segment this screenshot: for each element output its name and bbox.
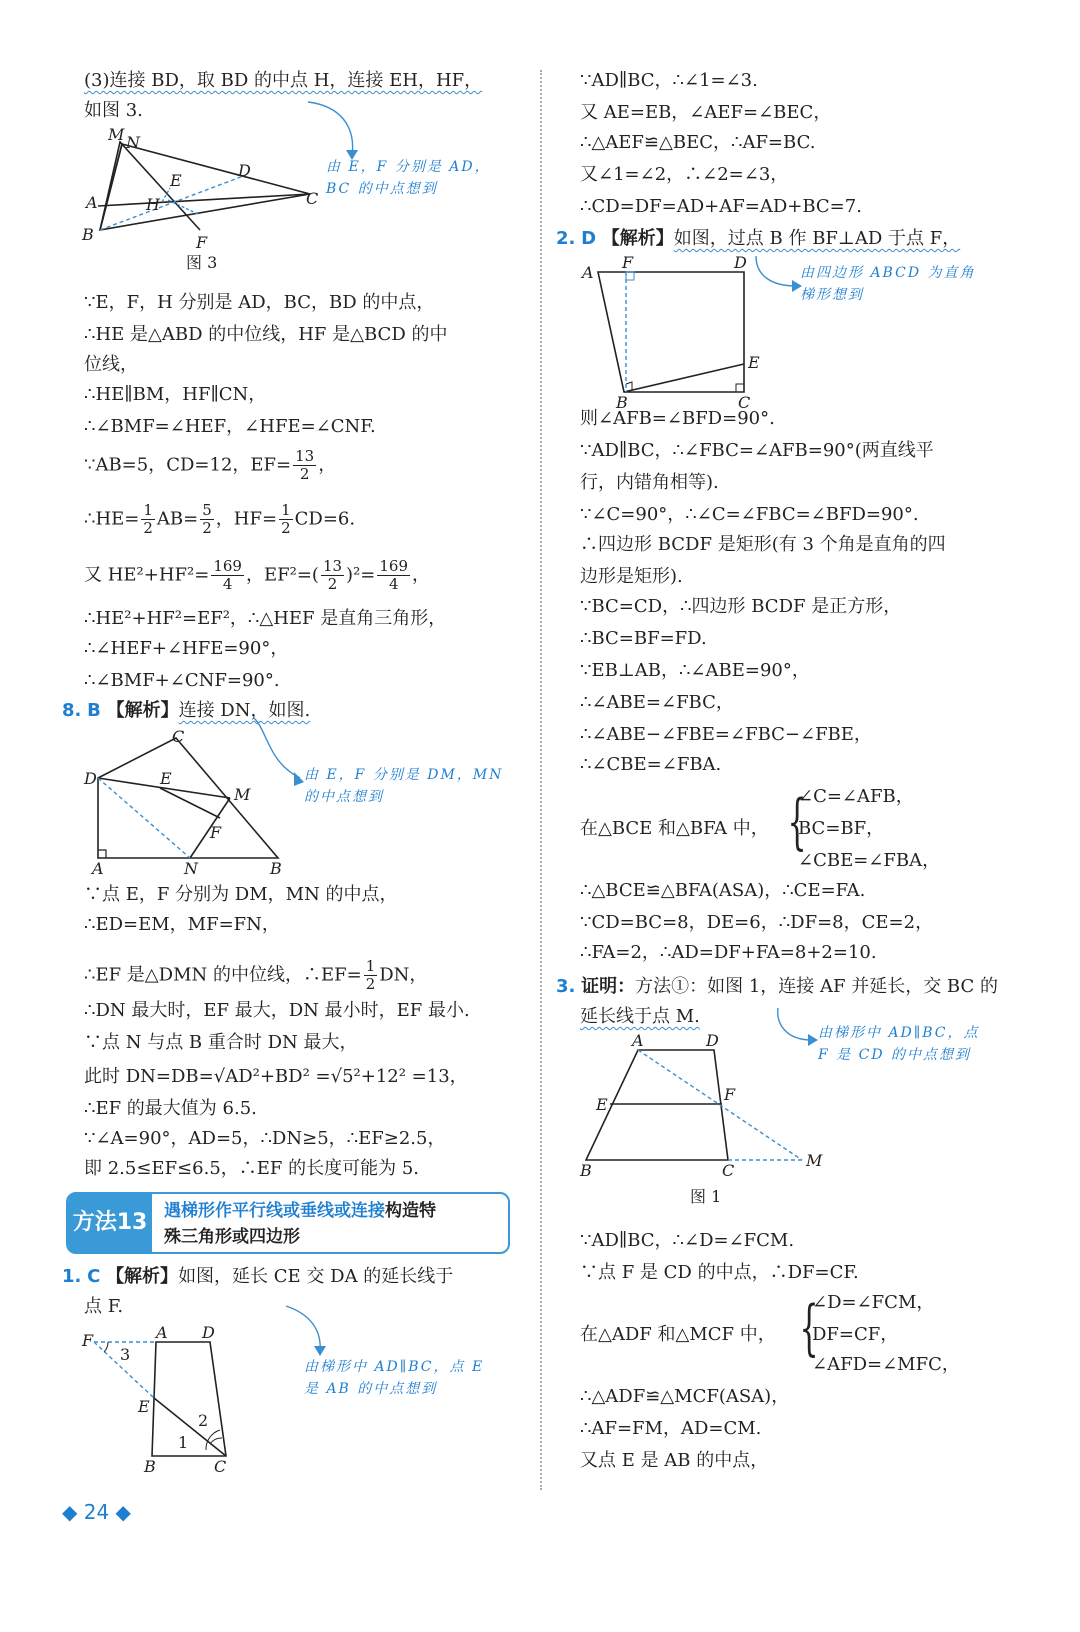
svg-text:D: D <box>84 769 97 788</box>
text-line: ∵点 E，F 分别为 DM，MN 的中点， <box>84 884 398 905</box>
figure-1 <box>576 1034 836 1184</box>
svg-text:F: F <box>724 1085 736 1104</box>
text-line: ∴∠ABE−∠FBE=∠FBC−∠FBE， <box>580 724 872 745</box>
svg-text:E: E <box>160 769 172 788</box>
text-line: ∴∠BMF=∠HEF，∠HFE=∠CNF. <box>84 416 376 437</box>
text-line: 又 HE²+HF²= $\frac{169}{4}$ ，EF²=( $\frac{13}{2}$ )²= $\frac{169}{4}$ ， <box>84 557 431 593</box>
text-line: 在△ADF 和△MCF 中， <box>580 1324 776 1345</box>
svg-text:F: F <box>82 1331 94 1350</box>
hint-text: 由梯形中 AD∥BC，点 E 是 AB 的中点想到 <box>304 1359 485 1397</box>
svg-text:E: E <box>596 1095 608 1114</box>
label-c: C <box>306 189 319 208</box>
svg-text:A: A <box>582 263 594 282</box>
text-line: ∵∠A=90°，AD=5，∴DN≥5，∴EF≥2.5， <box>84 1128 446 1149</box>
text-line: ∴AF=FM，AD=CM. <box>580 1418 762 1439</box>
label-m: M <box>108 125 125 144</box>
text-line: ∴∠HEF+∠HFE=90°， <box>84 638 289 659</box>
label-n: N <box>126 133 140 152</box>
svg-text:C: C <box>722 1161 735 1180</box>
svg-text:F: F <box>622 253 634 272</box>
text-line: ∴四边形 BCDF 是矩形(有 3 个角是直角的四 <box>580 534 946 555</box>
method-title: 遇梯形作平行线或垂线或连接构造特 殊三角形或四边形 <box>164 1201 436 1247</box>
svg-text:2: 2 <box>198 1411 209 1430</box>
label-b: B <box>82 225 94 244</box>
text-line: ∴△ADF≌△MCF(ASA)， <box>580 1386 790 1407</box>
svg-text:A: A <box>632 1034 644 1050</box>
text-line: ∴△BCE≌△BFA(ASA)，∴CE=FA. <box>580 880 866 901</box>
figure-q1 <box>80 1326 250 1476</box>
text-line: ∵EB⊥AB，∴∠ABE=90°， <box>580 660 810 681</box>
svg-text:M: M <box>234 785 251 804</box>
text-line: ∵点 F 是 CD 的中点，∴DF=CF. <box>580 1262 859 1283</box>
text-line: ∵E，F，H 分别是 AD，BC，BD 的中点， <box>84 292 435 313</box>
page-number: ◆ 24 ◆ <box>62 1500 131 1524</box>
text-line: ∴BC=BF=FD. <box>580 628 707 649</box>
text-line: ∴HE²+HF²=EF²，∴△HEF 是直角三角形， <box>84 608 447 629</box>
text-line: DF=CF， <box>812 1324 899 1345</box>
svg-text:N: N <box>184 859 198 876</box>
figure-caption: 图 3 <box>186 253 218 272</box>
text-line: ∴DN 最大时，EF 最大，DN 最小时，EF 最小. <box>84 1000 470 1021</box>
label-h: H <box>146 195 160 214</box>
svg-text:E: E <box>138 1397 150 1416</box>
text-line: ∴∠BMF+∠CNF=90°. <box>84 670 280 691</box>
label-a: A <box>86 193 98 212</box>
method-13-box <box>66 1192 510 1254</box>
figure-caption: 图 1 <box>690 1187 722 1206</box>
svg-text:A: A <box>92 859 104 876</box>
text-line: ∠AFD=∠MFC， <box>812 1354 960 1375</box>
text-line: 即 2.5≤EF≤6.5，∴EF 的长度可能为 5. <box>84 1158 420 1179</box>
label-f: F <box>196 233 208 252</box>
text-line: ∴EF 的最大值为 6.5. <box>84 1098 257 1119</box>
svg-text:B: B <box>616 393 628 412</box>
figure-q2 <box>576 252 776 412</box>
text-line: ∵AD∥BC，∴∠D=∠FCM. <box>580 1230 795 1251</box>
question-3-header: 3. 证明：方法①：如图 1，连接 AF 并延长，交 BC 的 <box>556 976 998 997</box>
text-line: 如图 3. <box>84 100 143 121</box>
hint-text: 由 E，F 分别是 AD， BC 的中点想到 <box>326 159 491 197</box>
svg-text:D: D <box>706 1034 719 1050</box>
svg-text:D: D <box>202 1326 215 1342</box>
text-line: ∴△AEF≌△BEC，∴AF=BC. <box>580 132 816 153</box>
svg-text:B: B <box>580 1161 592 1180</box>
text-line: 又∠1=∠2，∴∠2=∠3， <box>580 164 789 185</box>
label-e: E <box>170 171 182 190</box>
text-line: ∴ED=EM，MF=FN， <box>84 914 280 935</box>
hint-arrow <box>280 1300 340 1360</box>
text-line: ∴HE= $\frac{1}{2}$ AB= $\frac{5}{2}$ ，HF= $\frac{1}{2}$ CD=6. <box>84 501 356 537</box>
svg-text:1: 1 <box>178 1433 189 1452</box>
svg-text:C: C <box>738 393 751 412</box>
column-divider <box>540 70 542 1490</box>
hint-text: 由梯形中 AD∥BC，点 F 是 CD 的中点想到 <box>818 1025 980 1063</box>
brace: { <box>799 1293 819 1363</box>
text-line: 边形是矩形). <box>580 566 683 587</box>
svg-text:C: C <box>172 727 185 746</box>
line-mf <box>120 142 200 230</box>
question-2-header: 2. D 【解析】如图，过点 B 作 BF⊥AD 于点 F， <box>556 228 961 249</box>
text-line: ∵AD∥BC，∴∠FBC=∠AFB=90°(两直线平 <box>580 440 934 461</box>
text-line: 又 AE=EB，∠AEF=∠BEC， <box>580 102 832 123</box>
svg-text:M: M <box>806 1151 823 1170</box>
text-line: ∴HE 是△ABD 的中位线，HF 是△BCD 的中 <box>84 324 448 345</box>
text-line: ∴∠CBE=∠FBA. <box>580 754 722 775</box>
text-line: 延长线于点 M. <box>580 1006 700 1027</box>
hint-text: 由 E，F 分别是 DM，MN 的中点想到 <box>304 767 504 805</box>
question-8-header: 8. B 【解析】连接 DN，如图. <box>62 700 311 721</box>
text-line: ∵BC=CD，∴四边形 BCDF 是正方形， <box>580 596 902 617</box>
text-line: ∵AB=5，CD=12，EF= $\frac{13}{2}$ ， <box>84 447 337 483</box>
text-line: ∠D=∠FCM， <box>812 1292 935 1313</box>
hint-text: 由四边形 ABCD 为直角 梯形想到 <box>800 265 976 303</box>
text-line: 又点 E 是 AB 的中点， <box>580 1450 769 1471</box>
text-line: (3)连接 BD，取 BD 的中点 H，连接 EH，HF， <box>84 70 483 91</box>
text-line: 在△BCE 和△BFA 中， <box>580 818 769 839</box>
brace: { <box>787 787 807 857</box>
question-1-header: 1. C 【解析】如图，延长 CE 交 DA 的延长线于 <box>62 1266 454 1287</box>
svg-text:C: C <box>214 1457 227 1476</box>
text-line: 位线， <box>84 354 138 375</box>
text-line: ∴∠ABE=∠FBC， <box>580 692 734 713</box>
text-line: ∴CD=DF=AD+AF=AD+BC=7. <box>580 196 862 217</box>
svg-text:E: E <box>748 353 760 372</box>
text-line: ∵AD∥BC，∴∠1=∠3. <box>580 70 758 91</box>
text-line: 则∠AFB=∠BFD=90°. <box>580 408 775 429</box>
text-line: 点 F. <box>84 1296 124 1317</box>
svg-text:B: B <box>144 1457 156 1476</box>
svg-text:A: A <box>156 1326 168 1342</box>
text-line: ∵∠C=90°，∴∠C=∠FBC=∠BFD=90°. <box>580 504 919 525</box>
text-line: 此时 DN=DB=√AD²+BD² =√5²+12² =13， <box>84 1066 468 1087</box>
svg-text:D: D <box>734 253 747 272</box>
method-label: 方法13 <box>68 1192 152 1254</box>
text-line: ∴HE∥BM，HF∥CN， <box>84 384 267 405</box>
text-line: ∠CBE=∠FBA， <box>798 850 941 871</box>
label-d: D <box>238 161 251 180</box>
text-line: ∠C=∠AFB， <box>798 786 914 807</box>
svg-text:3: 3 <box>120 1345 131 1364</box>
text-line: BC=BF， <box>798 818 885 839</box>
text-line: ∴EF 是△DMN 的中位线，∴EF= $\frac{1}{2}$ DN， <box>84 957 428 993</box>
text-line: ∵CD=BC=8，DE=6，∴DF=8，CE=2， <box>580 912 934 933</box>
text-line: 行，内错角相等). <box>580 472 719 493</box>
text-line: ∵点 N 与点 B 重合时 DN 最大， <box>84 1032 358 1053</box>
svg-text:B: B <box>270 859 282 876</box>
svg-text:F: F <box>210 823 222 842</box>
text-line: ∴FA=2，∴AD=DF+FA=8+2=10. <box>580 942 877 963</box>
